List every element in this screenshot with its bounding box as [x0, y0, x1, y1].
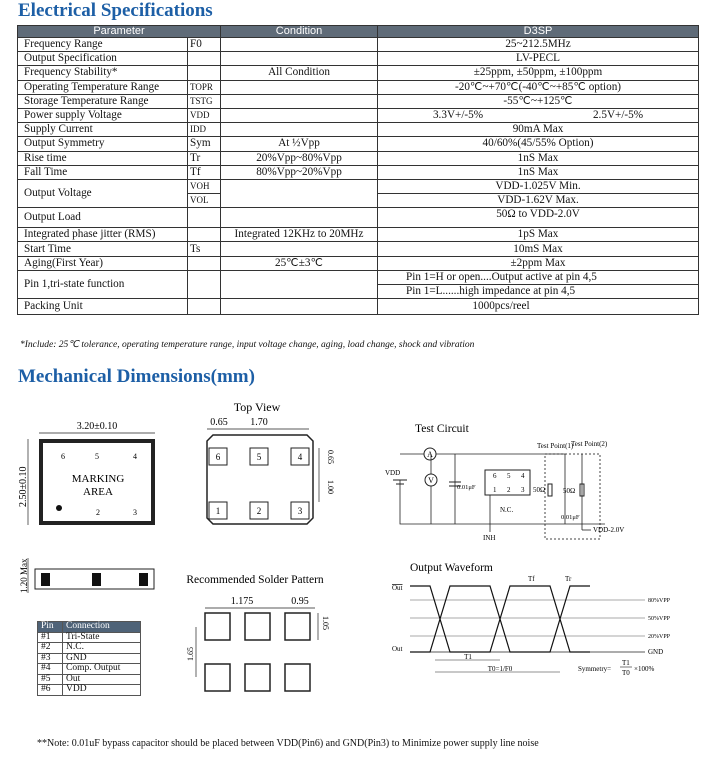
pin-num: #4	[38, 664, 63, 675]
pin-num: #5	[38, 674, 63, 685]
ic-pin: 3	[521, 486, 525, 494]
param-value: VDD-1.62V Max.	[378, 194, 699, 208]
ic-pin: 5	[507, 472, 511, 480]
pad-label: 4	[297, 452, 303, 462]
package-outline-drawing	[20, 415, 170, 595]
out-label: Out	[392, 645, 403, 653]
param-condition: All Condition	[221, 66, 378, 80]
max-height-dim: 1.20 Max	[19, 558, 29, 593]
vdd-label: VDD	[385, 469, 401, 477]
param-value: Pin 1=H or open....Output active at pin 4,5	[378, 270, 699, 284]
pin-head: Pin	[38, 622, 63, 633]
pad-label: 5	[256, 452, 262, 462]
param-name: Pin 1,tri-state function	[18, 270, 188, 298]
param-name: Fall Time	[18, 165, 188, 179]
param-value: VDD-1.025V Min.	[378, 179, 699, 193]
table-row	[38, 643, 141, 654]
resistor-icon	[548, 484, 552, 496]
table-row	[18, 38, 699, 52]
header-condition: Condition	[221, 26, 378, 38]
mechanical-title: Mechanical Dimensions(mm)	[18, 366, 255, 387]
resistor-label: 50Ω	[533, 486, 546, 494]
param-name: Frequency Stability*	[18, 66, 188, 80]
table-row	[18, 80, 699, 94]
solder-pad	[245, 664, 270, 691]
pin-label: 4	[133, 452, 137, 461]
symmetry-den: T0	[622, 669, 630, 677]
pin-conn: Out	[63, 674, 141, 685]
t0-label: T0=1/F0	[487, 665, 513, 673]
param-value: 1000pcs/reel	[378, 299, 699, 315]
spec-table	[17, 25, 699, 315]
table-row	[18, 299, 699, 315]
solder-pad	[285, 613, 310, 640]
param-symbol: VOL	[188, 194, 221, 208]
pin-label: 3	[133, 508, 137, 517]
symmetry-pct: ×100%	[634, 665, 655, 673]
param-value: -55℃~+125℃	[378, 94, 699, 108]
param-value: 25~212.5MHz	[378, 38, 699, 52]
param-value: ±2ppm Max	[378, 256, 699, 270]
ic-pin: 1	[493, 486, 497, 494]
level-label: 20%VPP	[648, 634, 671, 640]
pad-label: 1	[215, 506, 221, 516]
pin-connection-table	[37, 621, 141, 696]
pin-num: #2	[38, 643, 63, 654]
test-point-2: Test Point(2)	[571, 440, 608, 448]
dim-label: 1.65	[186, 647, 195, 661]
param-value: Pin 1=L......high impedance at pin 4,5	[378, 285, 699, 299]
param-name: Packing Unit	[18, 299, 188, 315]
inh-label: INH	[483, 534, 496, 542]
table-row	[18, 94, 699, 108]
waveform-title: Output Waveform	[410, 562, 493, 574]
param-value: 90mA Max	[378, 123, 699, 137]
solder-pad	[205, 664, 230, 691]
table-row	[18, 52, 699, 66]
dim-label: 1.05	[321, 616, 330, 630]
param-symbol: VDD	[188, 108, 221, 122]
param-value: 1pS Max	[378, 228, 699, 242]
dim-label: 1.00	[326, 480, 335, 494]
table-row	[18, 228, 699, 242]
ic-pin: 4	[521, 472, 525, 480]
table-row	[18, 242, 699, 256]
header-value: D3SP	[378, 26, 699, 38]
gnd-label: GND	[648, 648, 664, 656]
ic-pin: 2	[507, 486, 511, 494]
param-value: 50Ω to VDD-2.0V	[378, 208, 699, 228]
param-symbol: Tf	[188, 165, 221, 179]
dim-label: 0.65	[326, 450, 335, 464]
param-name: Output Symmetry	[18, 137, 188, 151]
param-symbol: Sym	[188, 137, 221, 151]
param-symbol: VOH	[188, 179, 221, 193]
ammeter-label: A	[427, 450, 433, 459]
cap-label: 0.01μF	[457, 484, 476, 491]
test-circuit-title: Test Circuit	[415, 423, 469, 435]
level-label: 80%VPP	[648, 598, 671, 604]
symmetry-num: T1	[622, 659, 630, 667]
table-row	[38, 685, 141, 696]
out-bar-label: Out	[392, 584, 403, 592]
test-circuit-drawing	[385, 420, 710, 545]
pin-num: #6	[38, 685, 63, 696]
param-condition: 80%Vpp~20%Vpp	[221, 165, 378, 179]
param-value-33: 3.3V+/-5%	[432, 109, 484, 122]
solder-pad	[285, 664, 310, 691]
width-dim: 3.20±0.10	[76, 421, 118, 432]
tf-label: Tf	[528, 575, 535, 583]
param-name: Integrated phase jitter (RMS)	[18, 228, 188, 242]
param-name: Output Voltage	[18, 179, 188, 207]
side-pad	[41, 573, 50, 586]
pin-label: 2	[96, 508, 100, 517]
param-name: Start Time	[18, 242, 188, 256]
table-row	[18, 108, 699, 122]
side-pad	[92, 573, 101, 586]
ic-pin: 6	[493, 472, 497, 480]
param-symbol: Tr	[188, 151, 221, 165]
param-value: -20℃~+70℃(-40℃~+85℃ option)	[378, 80, 699, 94]
bottom-note: **Note: 0.01uF bypass capacitor should be placed between VDD(Pin6) and GND(Pin3) to Minimize power supply line noise	[37, 738, 539, 749]
param-name: Aging(First Year)	[18, 256, 188, 270]
marking-text: MARKING	[71, 473, 125, 485]
param-value: 40/60%(45/55% Option)	[378, 137, 699, 151]
table-row	[18, 137, 699, 151]
param-value: ±25ppm, ±50ppm, ±100ppm	[378, 66, 699, 80]
table-row	[38, 653, 141, 664]
param-name: Rise time	[18, 151, 188, 165]
solder-title: Recommended Solder Pattern	[186, 574, 324, 586]
table-row	[18, 208, 699, 228]
pad-label: 2	[256, 506, 262, 516]
param-symbol: TOPR	[188, 80, 221, 94]
voltmeter-label: V	[428, 476, 434, 485]
param-condition: Integrated 12KHz to 20MHz	[221, 228, 378, 242]
param-condition: 20%Vpp~80%Vpp	[221, 151, 378, 165]
solder-pad	[245, 613, 270, 640]
param-name: Operating Temperature Range	[18, 80, 188, 94]
table-row	[18, 256, 699, 270]
pin1-dot-icon	[56, 505, 62, 511]
param-name: Supply Current	[18, 123, 188, 137]
dim-label: 0.65	[210, 417, 228, 428]
param-name: Power supply Voltage	[18, 108, 188, 122]
load-box	[545, 454, 600, 539]
pin-label: 5	[95, 452, 99, 461]
side-pad	[139, 573, 148, 586]
level-label: 50%VPP	[648, 616, 671, 622]
symmetry-label: Symmetry=	[578, 665, 612, 673]
solder-pattern-drawing	[180, 573, 355, 698]
test-point-1: Test Point(1)	[537, 442, 574, 450]
param-condition: At ½Vpp	[221, 137, 378, 151]
height-dim: 2.50±0.10	[18, 466, 29, 507]
table-row	[18, 165, 699, 179]
electrical-title: Electrical Specifications	[18, 0, 213, 21]
param-name: Frequency Range	[18, 38, 188, 52]
param-value: 10mS Max	[378, 242, 699, 256]
output-waveform-drawing	[390, 560, 710, 685]
table-row	[18, 270, 699, 284]
pin-conn: N.C.	[63, 643, 141, 654]
conn-head: Connection	[63, 622, 141, 633]
nc-label: N.C.	[500, 506, 514, 514]
param-name: Output Specification	[18, 52, 188, 66]
resistor-label: 50Ω	[563, 487, 576, 495]
param-value: 1nS Max	[378, 165, 699, 179]
pin-label: 6	[61, 452, 65, 461]
footnote: *Include: 25℃ tolerance, operating temperature range, input voltage change, aging, load change, shock and vibration	[20, 340, 475, 350]
param-symbol: Ts	[188, 242, 221, 256]
top-view-drawing	[195, 400, 345, 530]
param-value: LV-PECL	[378, 52, 699, 66]
pin-conn: Comp. Output	[63, 664, 141, 675]
pad-label: 3	[297, 506, 303, 516]
table-row	[18, 151, 699, 165]
table-row	[18, 66, 699, 80]
marking-text: AREA	[83, 486, 113, 498]
top-view-title: Top View	[233, 400, 281, 414]
dim-label: 1.70	[250, 417, 268, 428]
param-value: 1nS Max	[378, 151, 699, 165]
table-row	[18, 123, 699, 137]
pin-conn: VDD	[63, 685, 141, 696]
param-value-25: 2.5V+/-5%	[592, 109, 644, 122]
table-row	[18, 179, 699, 193]
dim-label: 0.95	[291, 596, 309, 607]
param-symbol: TSTG	[188, 94, 221, 108]
pin-conn: GND	[63, 653, 141, 664]
pin-num: #3	[38, 653, 63, 664]
cap-label: 0.01μF	[561, 514, 580, 521]
param-symbol: F0	[188, 38, 221, 52]
spec-header-row	[18, 26, 699, 38]
waveform-out-bar	[410, 586, 590, 652]
pin-conn: Tri-State	[63, 632, 141, 643]
vdd2-label: VDD-2.0V	[593, 526, 625, 534]
pad-label: 6	[215, 452, 221, 462]
tr-label: Tr	[565, 575, 572, 583]
param-name: Storage Temperature Range	[18, 94, 188, 108]
param-symbol: IDD	[188, 123, 221, 137]
table-row	[38, 674, 141, 685]
pin-num: #1	[38, 632, 63, 643]
solder-pad	[205, 613, 230, 640]
table-row	[38, 632, 141, 643]
param-name: Output Load	[18, 208, 188, 228]
t1-label: T1	[464, 653, 472, 661]
dim-label: 1.175	[230, 596, 254, 607]
table-row	[38, 664, 141, 675]
header-parameter: Parameter	[18, 26, 221, 38]
param-condition: 25℃±3℃	[221, 256, 378, 270]
